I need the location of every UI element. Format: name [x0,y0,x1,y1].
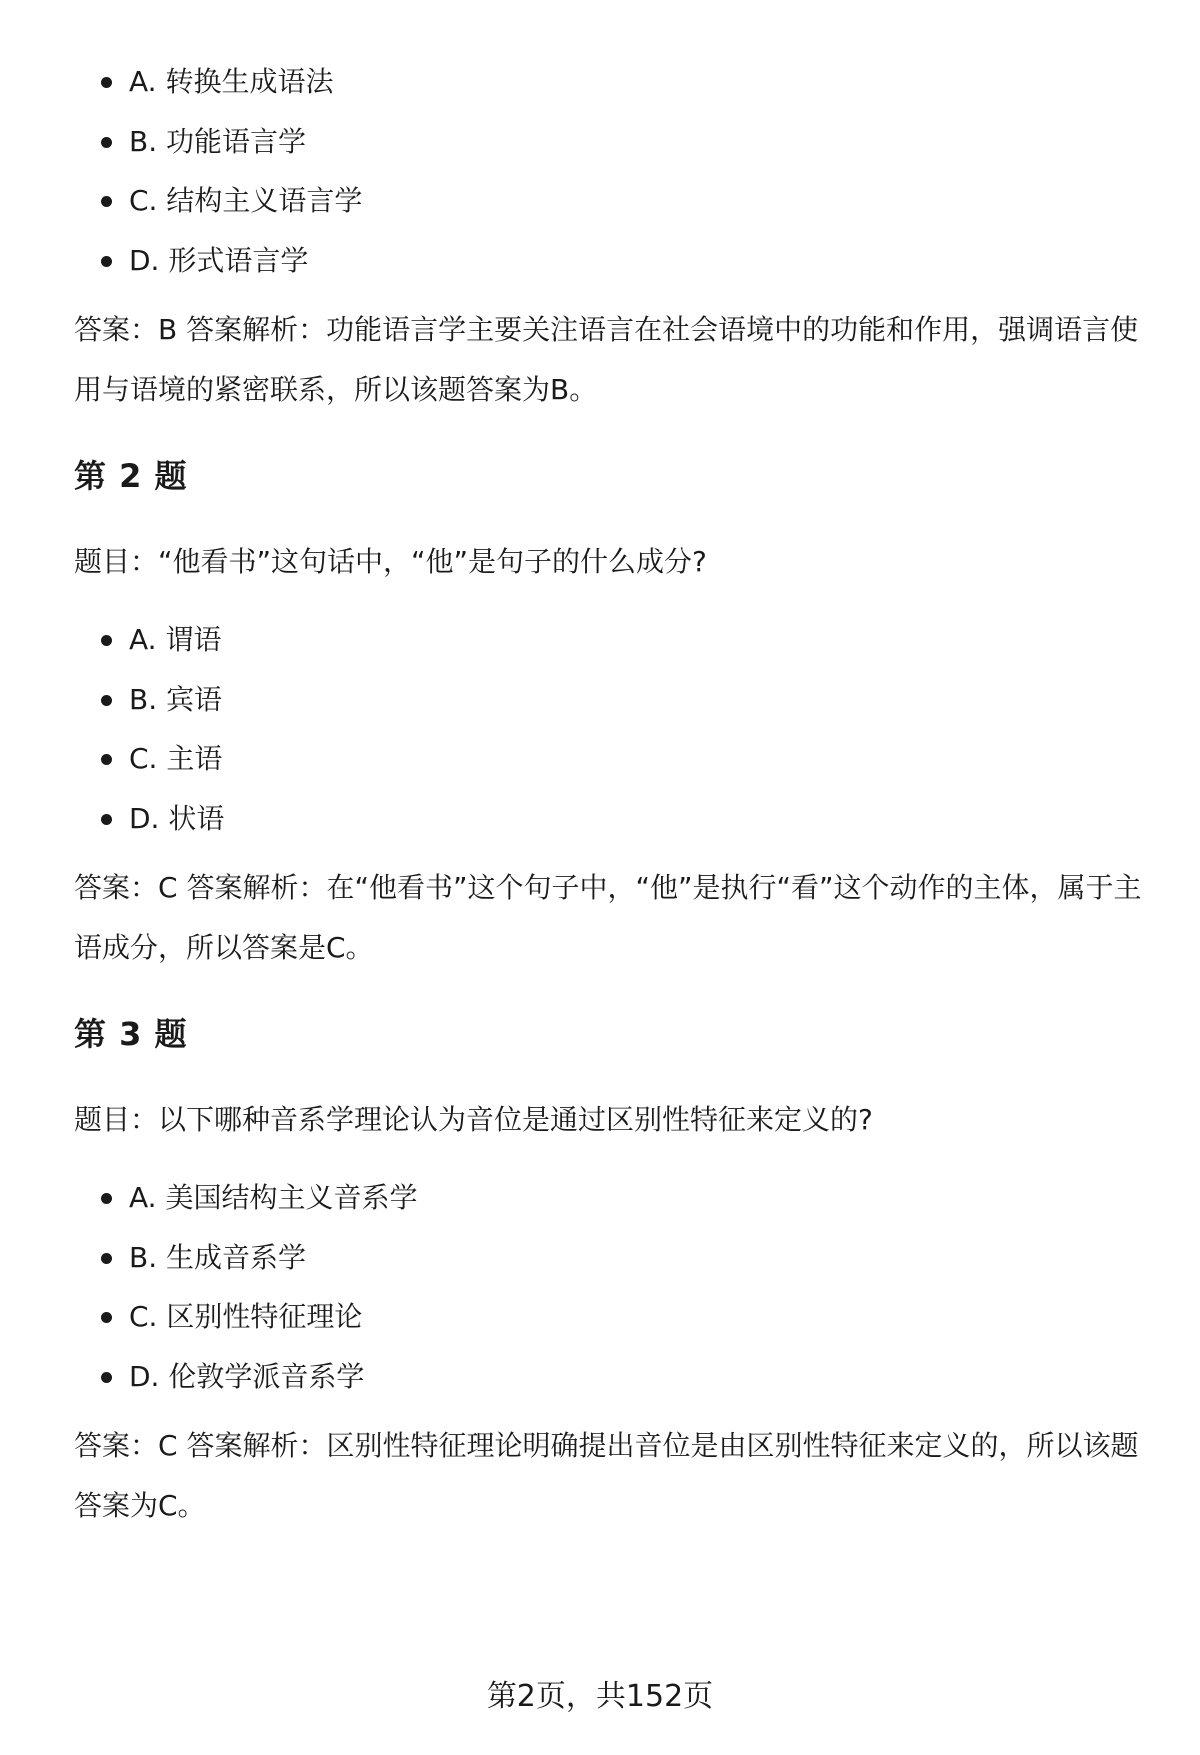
q3-answer: 答案：C 答案解析：区别性特征理论明确提出音位是由区别性特征来定义的，所以该题答案为C。 [74,1429,1139,1522]
q2-options [74,620,1142,839]
bullet-icon [101,196,112,207]
q2-option-a: A. 谓语 [74,620,1142,660]
q3-option-c: C. 区别性特征理论 [74,1297,1142,1337]
q3-option-a: A. 美国结构主义音系学 [74,1178,1142,1218]
q2-option-b: B. 宾语 [74,680,1142,720]
q3-heading: 第 3 题 [74,1015,188,1053]
q3-options [74,1178,1142,1397]
q2-question: 题目：“他看书”这句话中，“他”是句子的什么成分? [74,545,707,578]
bullet-icon [101,695,112,706]
q2-answer: 答案：C 答案解析：在“他看书”这个句子中，“他”是执行“看”这个动作的主体，属于主语成分，所以答案是C。 [74,871,1142,964]
q2-option-d: D. 状语 [74,799,1142,839]
bullet-icon [101,635,112,646]
bullet-icon [101,1253,112,1264]
q2-option-c: C. 主语 [74,739,1142,779]
bullet-icon [101,1193,112,1204]
q1-options [74,62,1142,281]
q1-option-b: B. 功能语言学 [74,122,1142,162]
bullet-icon [101,754,112,765]
q2-heading: 第 2 题 [74,457,188,495]
q3-question: 题目：以下哪种音系学理论认为音位是通过区别性特征来定义的? [74,1103,873,1136]
bullet-icon [101,1312,112,1323]
q3-option-b: B. 生成音系学 [74,1238,1142,1278]
q1-option-d: D. 形式语言学 [74,241,1142,281]
bullet-icon [101,814,112,825]
page-number: 第2页，共152页 [486,1679,714,1714]
bullet-icon [101,77,112,88]
bullet-icon [101,1372,112,1383]
q1-option-a: A. 转换生成语法 [74,62,1142,102]
q1-option-c: C. 结构主义语言学 [74,181,1142,221]
bullet-icon [101,256,112,267]
q1-answer: 答案：B 答案解析：功能语言学主要关注语言在社会语境中的功能和作用，强调语言使用与语境的紧密联系，所以该题答案为B。 [74,313,1139,406]
bullet-icon [101,137,112,148]
q3-option-d: D. 伦敦学派音系学 [74,1357,1142,1397]
